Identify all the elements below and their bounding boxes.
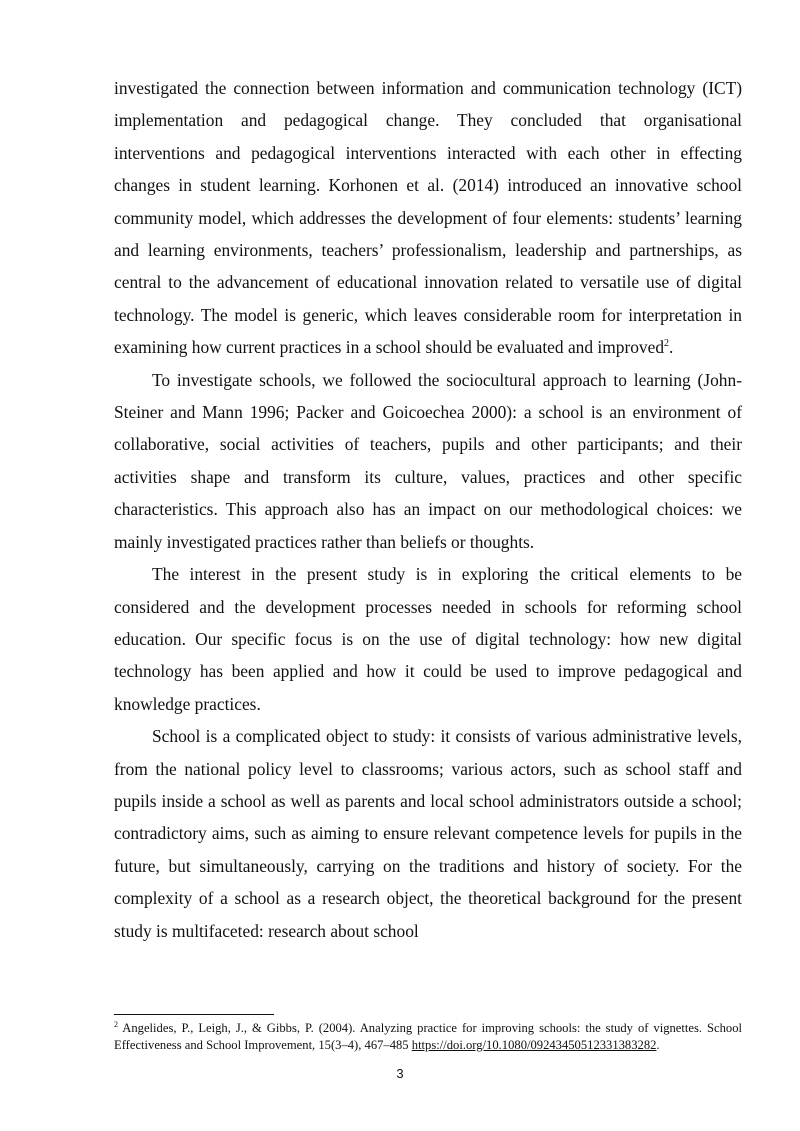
page-number: 3 [396, 1066, 404, 1081]
paragraph-1-text: investigated the connection between information and communication technology (ICT) implementation and pedagogical change. They concluded that organisational interventions and pedagogical interventions interacted with each other in effecting changes in student learning. Korhonen et al. (2014) introduced an innovative school community model, which addresses the development of four elements: students’ learning and learning environments, teachers’ professionalism, leadership and partnerships, as central to the advancement of educational innovation related to versatile use of digital technology. The model is generic, which leaves considerable room for interpretation in examining how current practices in a school should be evaluated and improved [114, 78, 742, 358]
footnote-text: Angelides, P., Leigh, J., & Gibbs, P. (2004). Analyzing practice for improving schools: the study of vignettes. School Effectiveness and School Improvement, 15(3–4), 467–485 [114, 1021, 742, 1052]
paragraph-1-end: . [669, 337, 674, 358]
page-body [114, 72, 742, 947]
footnote-end: . [656, 1037, 660, 1052]
footnote [114, 1020, 742, 1053]
footnote-doi-link[interactable]: https://doi.org/10.1080/09243450512331383282 [411, 1037, 657, 1052]
footnote-reference[interactable]: 2 [664, 338, 670, 350]
paragraph-1 [114, 72, 742, 364]
footnote-divider [114, 1014, 274, 1015]
paragraph-3: The interest in the present study is in exploring the critical elements to be considered and the development processes needed in schools for reforming school education. Our specific focus is on the use of digital technology: how new digital technology has been applied and how it could be used to improve pedagogical and knowledge practices. [114, 564, 742, 714]
paragraph-2: To investigate schools, we followed the sociocultural approach to learning (John-Steiner and Mann 1996; Packer and Goicoechea 2000): a school is an environment of collaborative, social activities of teachers, pupils and other participants; and their activities shape and transform its culture, values, practices and other specific characteristics. This approach also has an impact on our methodological choices: we mainly investigated practices rather than beliefs or thoughts. [114, 369, 742, 552]
paragraph-4: School is a complicated object to study: it consists of various administrative levels, from the national policy level to classrooms; various actors, such as school staff and pupils inside a school as well as parents and local school administrators outside a school; contradictory aims, such as aiming to ensure relevant competence levels for pupils in the future, but simultaneously, carrying on the traditions and history of society. For the complexity of a school as a research object, the theoretical background for the present study is multifaceted: research about school [114, 726, 742, 941]
footnote-number: 2 [114, 1019, 118, 1029]
